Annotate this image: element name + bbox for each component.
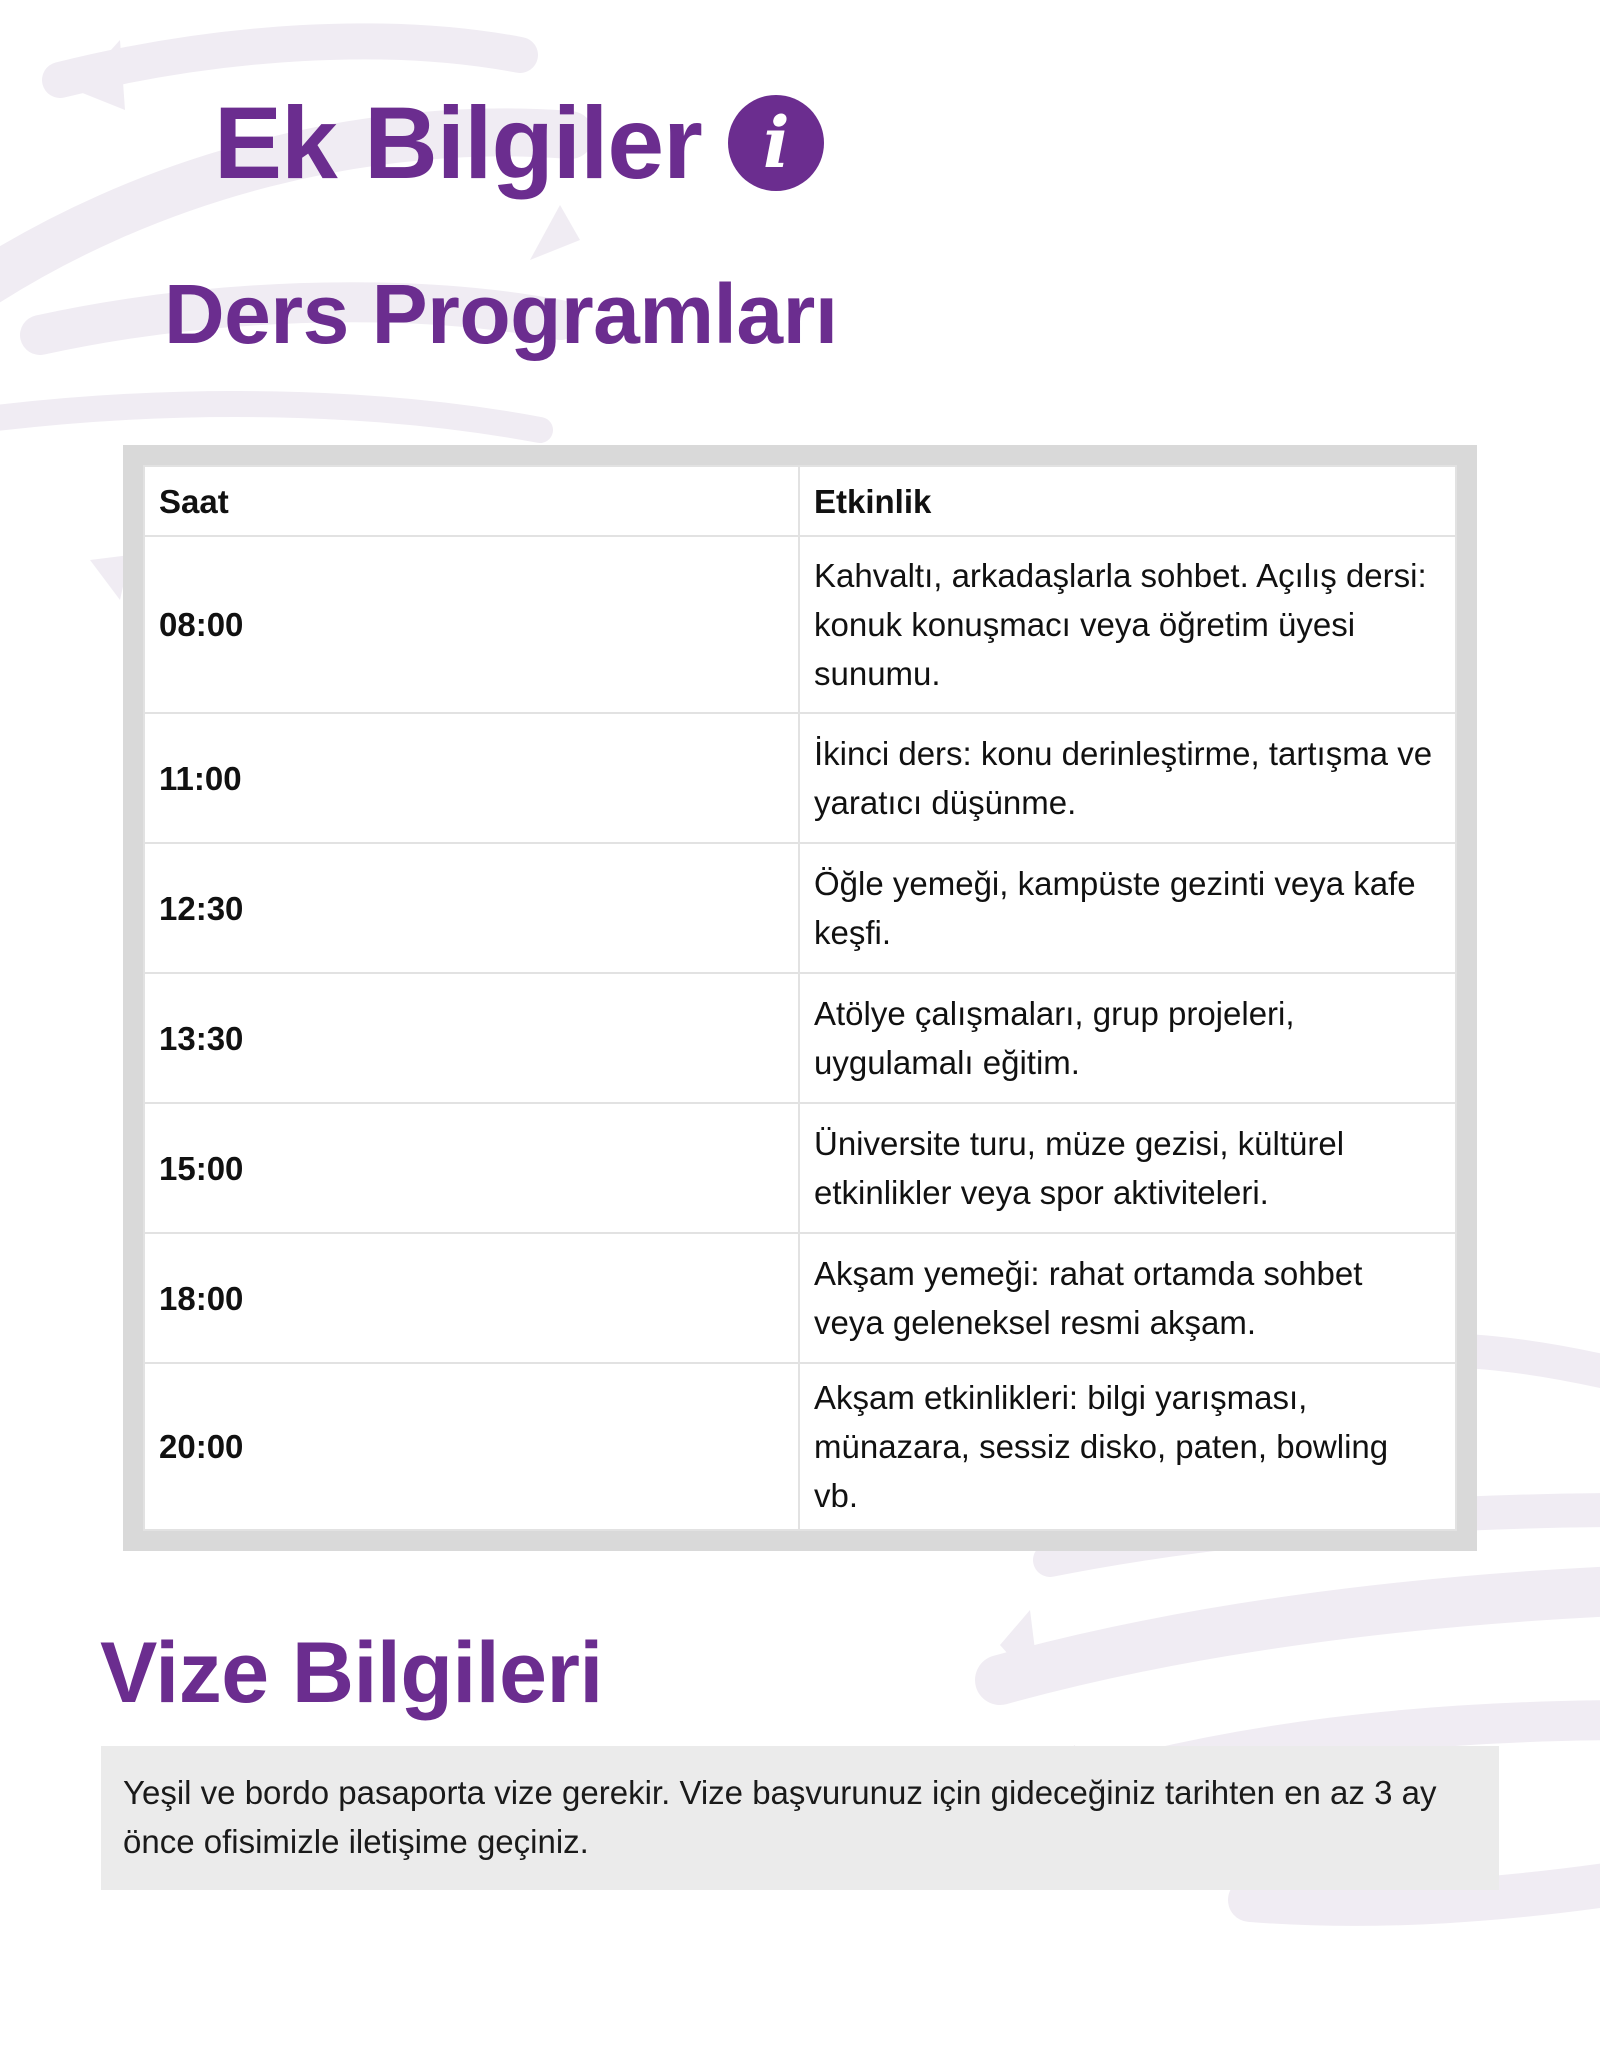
table-cell-activity: Atölye çalışmaları, grup projeleri, uygulamalı eğitim. [799,973,1456,1103]
table-cell-time: 15:00 [144,1103,799,1233]
table-header-row [144,466,1456,536]
table-cell-time: 08:00 [144,536,799,713]
schedule-table-frame [123,445,1477,1551]
table-cell-activity: Üniversite turu, müze gezisi, kültürel etkinlikler veya spor aktiviteleri. [799,1103,1456,1233]
table-row [144,536,1456,713]
table-cell-time: 12:30 [144,843,799,973]
table-cell-activity: Kahvaltı, arkadaşlarla sohbet. Açılış dersi: konuk konuşmacı veya öğretim üyesi sunumu. [799,536,1456,713]
table-cell-activity: Akşam yemeği: rahat ortamda sohbet veya geleneksel resmi akşam. [799,1233,1456,1363]
table-cell-activity: Akşam etkinlikleri: bilgi yarışması, münazara, sessiz disko, paten, bowling vb. [799,1363,1456,1530]
column-header-activity: Etkinlik [799,466,1456,536]
table-row [144,1233,1456,1363]
table-cell-time: 18:00 [144,1233,799,1363]
table-row [144,843,1456,973]
table-cell-time: 11:00 [144,713,799,843]
table-row [144,1103,1456,1233]
info-icon: i [728,95,824,191]
table-cell-time: 20:00 [144,1363,799,1530]
table-row [144,713,1456,843]
section-title-schedule: Ders Programları [164,267,838,361]
visa-info-text: Yeşil ve bordo pasaporta vize gerekir. Vize başvurunuz için gideceğiniz tarihten en az 3 ay önce ofisimizle iletişime geçiniz. [123,1774,1437,1860]
table-row [144,973,1456,1103]
table-row [144,1363,1456,1530]
table-cell-activity: Öğle yemeği, kampüste gezinti veya kafe keşfi. [799,843,1456,973]
visa-info-box [101,1746,1499,1890]
table-cell-activity: İkinci ders: konu derinleştirme, tartışma ve yaratıcı düşünme. [799,713,1456,843]
page-title [214,86,824,200]
section-title-visa: Vize Bilgileri [100,1625,603,1721]
column-header-time: Saat [144,466,799,536]
schedule-table [143,465,1457,1531]
page-title-text: Ek Bilgiler [214,86,702,200]
table-cell-time: 13:30 [144,973,799,1103]
